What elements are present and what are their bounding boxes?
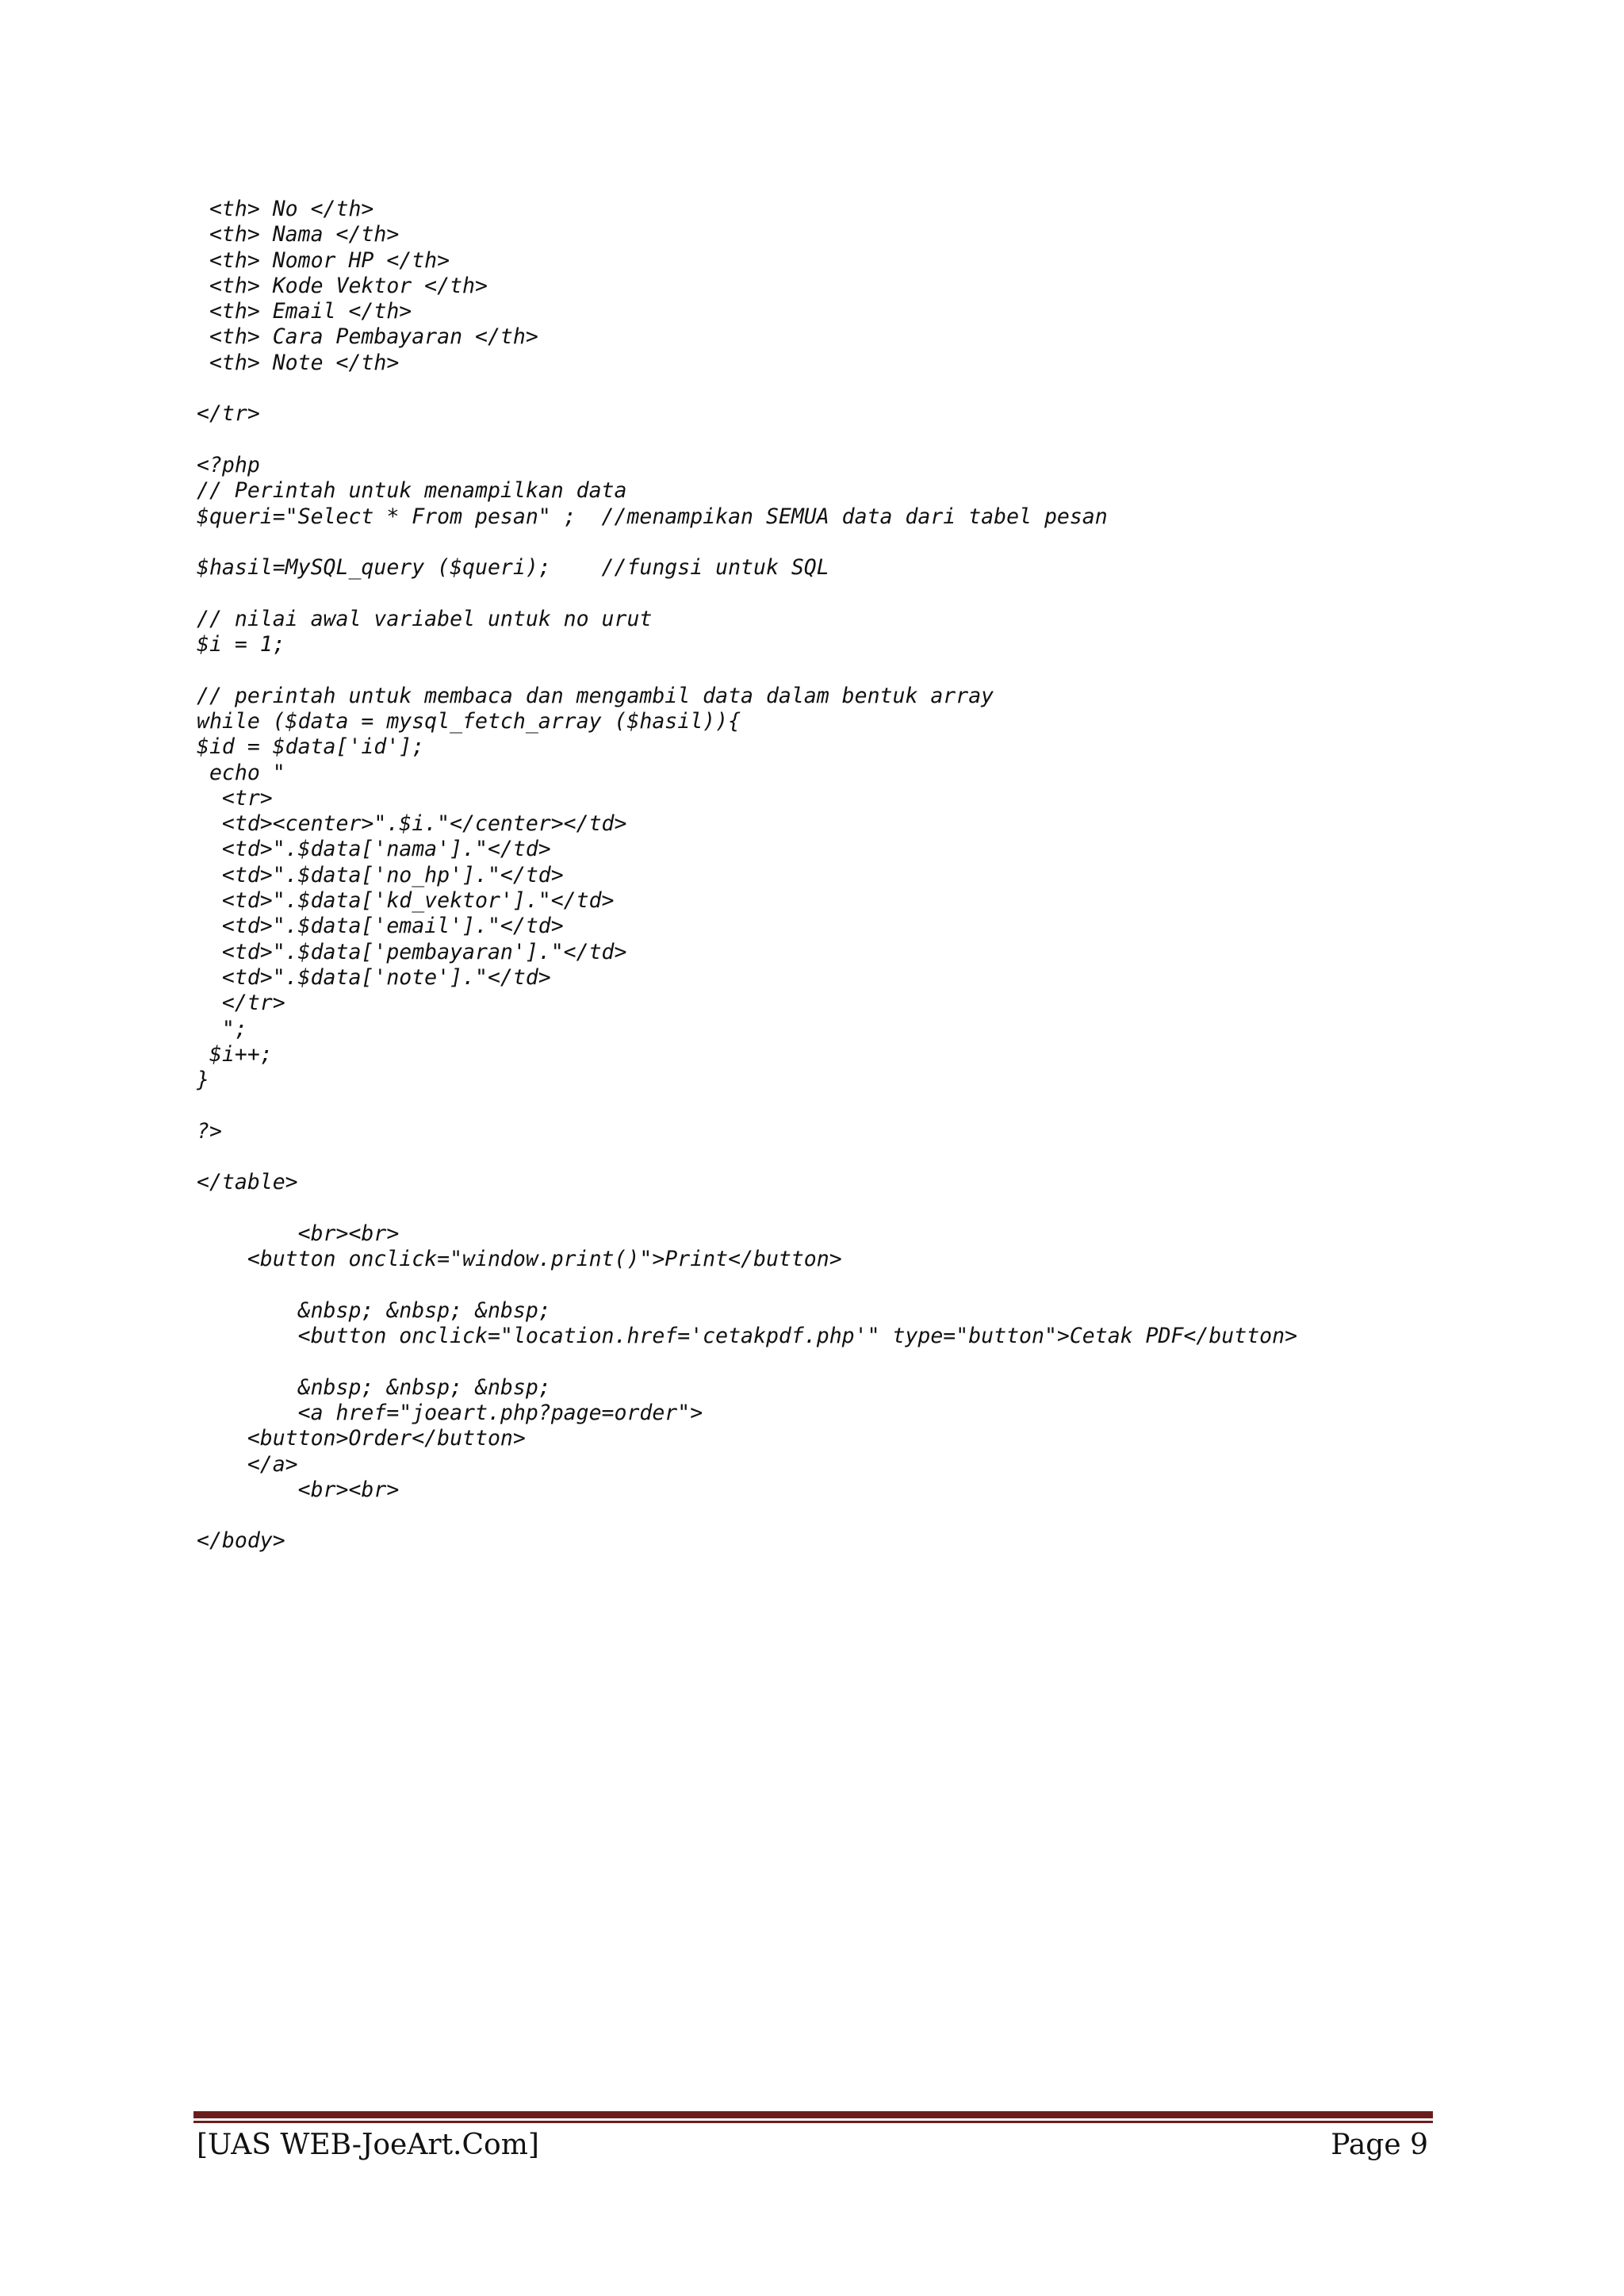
footer-divider: [193, 2111, 1433, 2123]
code-line: $i++;: [197, 1041, 273, 1067]
code-line: <td><center>".$i."</center></td>: [197, 811, 627, 837]
code-line: <td>".$data['note']."</td>: [197, 964, 551, 990]
code-line: <button onclick="location.href='cetakpdf.php'" type="button">Cetak PDF</button>: [197, 1324, 1298, 1349]
code-line: $i = 1;: [197, 632, 285, 657]
code-line: [197, 657, 1297, 683]
code-line: </body>: [197, 1528, 285, 1554]
code-line: ?>: [197, 1118, 222, 1144]
code-line: <th> Cara Pembayaran </th>: [197, 324, 538, 350]
code-line: <button>Order</button>: [197, 1426, 526, 1451]
code-line: [197, 376, 1297, 401]
footer-title: [UAS WEB-JoeArt.Com]: [197, 2129, 539, 2161]
code-line: [197, 530, 1297, 555]
code-listing: [197, 197, 1297, 1554]
code-line: // perintah untuk membaca dan mengambil data dalam bentuk array: [197, 683, 994, 708]
code-line: <button onclick="window.print()">Print</button>: [197, 1247, 842, 1272]
code-line: [197, 1196, 1297, 1221]
code-line: // Perintah untuk menampilkan data: [197, 478, 627, 504]
code-line: [197, 1093, 1297, 1118]
code-line: <a href="joeart.php?page=order">: [197, 1400, 703, 1425]
code-line: ";: [197, 1016, 247, 1041]
code-line: <?php: [197, 452, 260, 477]
page-number: Page 9: [1331, 2129, 1428, 2161]
footer-divider-thin: [193, 2121, 1433, 2123]
code-line: &nbsp; &nbsp; &nbsp;: [197, 1297, 551, 1323]
code-line: </table>: [197, 1170, 298, 1195]
footer-divider-thick: [193, 2111, 1433, 2118]
code-line: <th> No </th>: [197, 197, 374, 221]
code-line: echo ": [197, 760, 285, 785]
code-line: </tr>: [197, 991, 285, 1016]
code-line: <td>".$data['no_hp']."</td>: [197, 862, 564, 887]
code-line: <td>".$data['email']."</td>: [197, 914, 564, 939]
code-line: <td>".$data['pembayaran']."</td>: [197, 939, 627, 964]
code-line: [197, 1503, 1297, 1528]
code-line: <th> Note </th>: [197, 350, 400, 375]
code-line: [197, 581, 1297, 606]
code-line: <td>".$data['kd_vektor']."</td>: [197, 888, 615, 914]
code-line: </a>: [197, 1451, 298, 1477]
code-line: }: [197, 1068, 209, 1093]
code-line: // nilai awal variabel untuk no urut: [197, 606, 653, 631]
code-line: $id = $data['id'];: [197, 734, 425, 760]
code-line: [197, 1349, 1297, 1374]
code-line: <tr>: [197, 785, 273, 811]
code-line: <th> Email </th>: [197, 299, 412, 324]
code-line: <th> Nama </th>: [197, 222, 400, 247]
code-line: <br><br>: [197, 1221, 400, 1246]
code-line: [197, 1272, 1297, 1297]
code-line: <th> Nomor HP </th>: [197, 247, 450, 273]
code-line: <td>".$data['nama']."</td>: [197, 837, 551, 862]
code-line: <th> Kode Vektor </th>: [197, 273, 488, 298]
code-line: $queri="Select * From pesan" ; //menampikan SEMUA data dari tabel pesan: [197, 504, 1108, 529]
code-line: [197, 1144, 1297, 1170]
code-line: <br><br>: [197, 1477, 400, 1502]
code-line: [197, 427, 1297, 453]
code-line: while ($data = mysql_fetch_array ($hasil)){: [197, 708, 741, 734]
code-line: </tr>: [197, 401, 260, 427]
code-line: $hasil=MySQL_query ($queri); //fungsi untuk SQL: [197, 555, 829, 581]
code-line: &nbsp; &nbsp; &nbsp;: [197, 1374, 551, 1400]
